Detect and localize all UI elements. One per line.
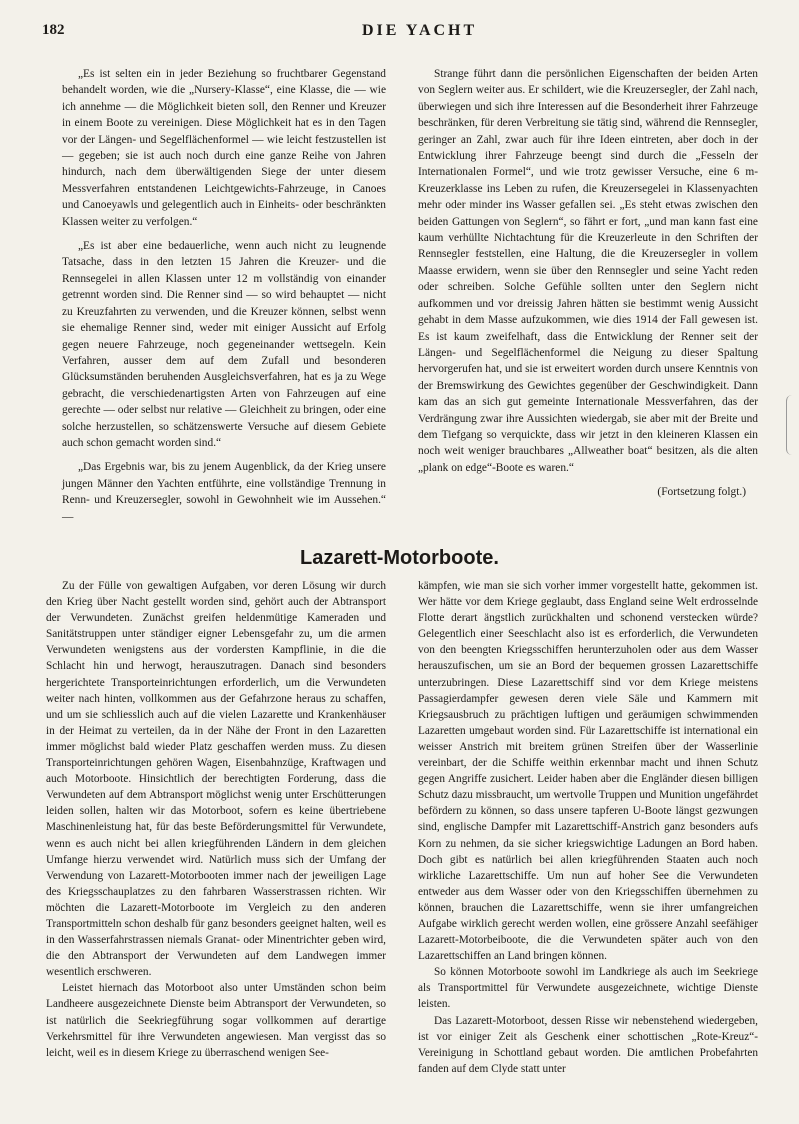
page-number: 182 xyxy=(42,22,65,38)
column-bottom-right xyxy=(418,578,758,1077)
paragraph: „Das Ergebnis war, bis zu jenem Augenblick, da der Krieg unsere jungen Männer den Yachten entführte, eine vollständige Trennung in Renn- und Kreuzersegler, sowohl in Gewohnheit wie im Aussehen.“ — xyxy=(62,461,386,523)
paragraph: Leistet hiernach das Motorboot also unter Umständen schon beim Landheere ausgezeichnete Dienste beim Abtransport der Verwundeten, so ist natürlich die Seekriegführung sogar vollkommen auf derartige Verkehrsmittel für ihre Verwundeten angewiesen. Man vergisst das so leicht, weil es in diesem Kriege zu überraschend wenigen See- xyxy=(46,982,386,1059)
paragraph: Strange führt dann die persönlichen Eigenschaften der beiden Arten von Seglern weiter aus. Er schildert, wie die Kreuzersegler, der Zahl nach, überwiegen und sich ihre Interessen auf die Besonderheit ihrer Fahrzeuge beschränken, für deren Verbreitung sie tätig sind, während die Rennsegler, geringer an Zahl, zwar auch für ihre Ideen eintreten, aber doch in der Entwicklung ihrer Fahrzeuge beengt sind durch die „Fesseln der Internationalen Formel“, und wie trotz gewisser Versuche, eine 6 m-Kreuzerklasse ins Leben zu rufen, die Kreuzersegelei in Klassenyachten mehr oder minder ins Wasser gefallen sei. „Es steht etwas zwischen den beiden Gattungen von Seglern“, so fährt er fort, „und man kann fast eine kaum verhüllte Nichtachtung für die Kreuzerleute in den Schriften der Rennsegler feststellen, eine Haltung, die die Kreuzersegler in vollem Maasse erwidern, wenn sie über den Rennsegler und seine Yacht reden oder schreiben. Solche Gefühle sollten unter den Seglern nicht aufkommen und vor dreissig Jahren hätten sie bestimmt wenig Aussicht gehabt in dem Masse aufzukommen, wie dies 1914 der Fall gewesen ist. Es ist kaum zweifelhaft, dass die Entwicklung der Renner seit der Längen- und Segelflächenformel die Neigung zu dieser Spaltung hervorgerufen hat, und sie ist erweitert worden durch unsere Kenntnis von der Bremswirkung des Gewichtes gegenüber der Geschwindigkeit. Dann kam das an sich gut gemeinte Internationale Messverfahren, das der Verdrängung zwar ihre Aussichten wiedergab, sie aber mit der Breite und dem Tiefgang so verquickte, dass wir jetzt in den kleineren Klassen ein noch weit weniger brauchbares „Allweather boat“ besitzen, als die alten „plank on edge“-Boote es waren.“ xyxy=(418,68,758,474)
continued-note: (Fortsetzung folgt.) xyxy=(657,486,746,499)
paragraph: Zu der Fülle von gewaltigen Aufgaben, vor deren Lösung wir durch den Krieg über Nacht gestellt worden sind, gehört auch der Abtransport der Verwundeten. Zunächst greifen heldenmütige Kameraden und Sanitätstruppen unter ständiger eigner Lebensgefahr zu, um die armen Verwundeten wenigstens aus der vordersten Kampflinie, in die die Schlacht hin und herwogt, herauszutragen. Danach sind besonders hergerichtete Transporteinrichtungen erforderlich, um die Verwundeten weiter nach hinten, vollkommen aus der Gefahrzone heraus zu schaffen, und um sie schliesslich auch auf die vielen Lazarette und Krankenhäuser in der Heimat zu verteilen, da in der Nähe der Front in den Lazaretten immer möglichst bald wieder Platz geschaffen werden muss. Zu diesen Transporteinrichtungen gehören Wagen, Eisenbahnzüge, Kraftwagen und auch Motorboote. Hinsichtlich der berechtigten Forderung, dass die Verwundeten auf dem Abtransport möglichst wenig unter Erschütterungen leiden sollen, halten wir das Motorboot, sofern es keine übertriebene Maschinenleistung hat, für das beste Beförderungsmittel für Verwundete, wenn es auch nicht bei allen kriegführenden Ländern in dem gleichen Umfange hierzu verwendet wird. Natürlich muss sich der Umfang der Verwendung von Lazarett-Motorbooten immer nach der jeweiligen Lage des Kriegsschauplatzes zu den fahrbaren Wasserstrassen richten. Wir möchten die Lazarett-Motorboote im Vergleich zu den anderen Transportmitteln schon deshalb für ganz besonders geeignet halten, weil es in den Wasserfahrstrassen niemals Granat- oder Minentrichter geben wird, die den Abtransport der Verwundeten auf dem Landwegen immer wesentlich erschweren. xyxy=(46,580,386,979)
paragraph: Das Lazarett-Motorboot, dessen Risse wir nebenstehend wiedergeben, ist vor einiger Zeit als Geschenk einer schottischen „Rote-Kreuz“-Vereinigung in Schottland gebaut worden. Die amtlichen Probefahrten fanden auf dem Clyde statt unter xyxy=(418,1014,758,1075)
paragraph: kämpfen, wie man sie sich vorher immer vorgestellt hatte, gekommen ist. Wer hätte vor dem Kriege geglaubt, dass England seine Welt erdrosselnde Flotte derart ängstlich zurückhalten und schonend verstecken würde? Gelegentlich einer Seeschlacht also ist es erforderlich, die Verwundeten von den beengten Kriegsschiffen herunterzuholen oder aus dem Wasser herauszufischen, um sie an Bord der bequemen grossen Lazarettschiffe unterzubringen. Diese Lazarettschiff sind vor dem Kriege meistens Passagierdampfer gewesen deren viele Säle und Kammern mit Kriegsausbruch zu prächtigen luftigen und geräumigen schwimmenden Lazaretten umgebaut worden sind. Für Lazarettschiffe ist international ein weisser Anstrich mit breitem grünen Streifen über der Wasserlinie vereinbart, der die Schiffe weithin erkennbar macht und ihnen Schutz gegen Angriffe zusichert. Leider haben aber die Engländer diesen billigen Schutz dazu missbraucht, um wertvolle Truppen und Munition ungefährdet befördern zu können, so dass unsere tapferen U-Boote längst gezwungen sind, englische Dampfer mit Lazarettschiff-Anstrich ganz besonders aufs Korn zu nehmen, da sie sicher kriegswichtige Ladungen an Bord haben. Doch gibt es natürlich bei allen kriegführenden Staaten auch noch wirkliche Lazarettschiffe. Um nun auf hoher See die Verwundeten entweder aus dem Wasser oder von den Kriegsschiffen übernehmen zu können, brauchen die Lazarettschiffe, wenn sie ihrer umfangreichen Aufgabe wirklich gerecht werden wollen, eine grössere Anzahl seefähiger Lazarett-Motorbeiboote, die die Verwundeten später auch von den Lazarettschiffen an Land bringen können. xyxy=(418,580,758,963)
paragraph: So können Motorboote sowohl im Landkriege als auch im Seekriege als Transportmittel für Verwundete ausgezeichnete, wichtige Dienste leisten. xyxy=(418,966,758,1011)
column-top-right xyxy=(418,66,758,501)
column-top-left xyxy=(62,66,386,525)
page-edge-mark xyxy=(786,395,799,455)
column-bottom-left xyxy=(46,578,386,1061)
paragraph: „Es ist selten ein in jeder Beziehung so fruchtbarer Gegenstand behandelt worden, wie die „Nursery-Klasse“, eine Klasse, die — wie ich annehme — die Möglichkeit bieten soll, den Renner und Kreuzer in einem Boote zu vereinigen. Diese Möglichkeit hat es in den Tagen vor der Längen- und Segelflächenformel — wie leicht festzustellen ist — gegeben; sie ist auch noch durch eine ganze Reihe von Jahren hindurch, nach dem überwältigenden Siege der unter diesem Messverfahren entstandenen Leichtgewichts-Fahrzeuge, in Canoes und Canoeyawls und gelegentlich auch in Einheits- oder beschränkten Klassen weiter zu verfolgen.“ xyxy=(62,68,386,228)
page-header xyxy=(42,22,782,46)
article-title: Lazarett-Motorboote. xyxy=(300,547,499,569)
running-title: DIE YACHT xyxy=(362,22,478,39)
paragraph: „Es ist aber eine bedauerliche, wenn auch nicht zu leugnende Tatsache, dass in den letzten 15 Jahren die Kreuzer- und die Rennsegelei in allen Klassen unter 12 m vollständig von einander getrennt worden sind. Die Renner sind — so wird behauptet — nicht zu Kreuzfahrten zu verwenden, und die Kreuzer können, selbst wenn sie ehemalige Renner sind, weder mit einiger Aussicht auf Erfolg gegen neuere Fahrzeuge, noch gegeneinander wettsegeln. Kein Verfahren, ausser dem auf dem Zufall und besonderen Glücksumständen beruhenden Ausgleichsverfahren, hat es ja zu Wege gebracht, die verschiedenartigsten Arten von Fahrzeugen auf eine gerechte — oder selbst nur relative — Gleichheit zu bringen, oder eine solche herzustellen, so schätzenswerte Versuche auf diesem Gebiete auch schon gemacht worden sind.“ xyxy=(62,240,386,449)
